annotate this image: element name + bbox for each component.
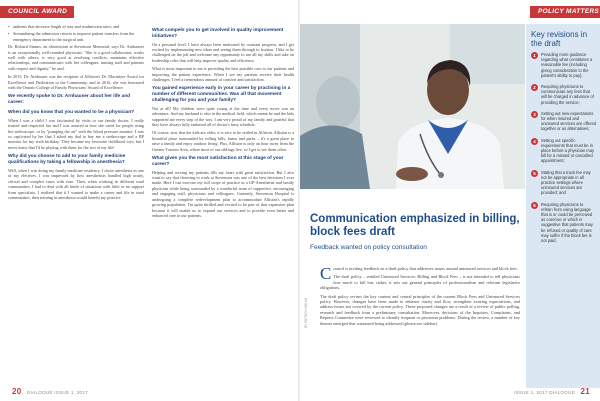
publication-name: ISSUE 1, 2017 DIALOGUE [514,390,575,395]
publication-name: DIALOGUE ISSUE 1, 2017 [27,390,88,395]
body-paragraph: In 2015, Dr. Arnhauser was the recipient of Alliston's Dr. Macintyre Award for Excellence and Dedication to the Community, and in 2016, she was honoured with the Ontario College of Family Physicians' Award of Excellence. [8,74,144,91]
qa-answer: Not at all! My children were quite young at the time and every move was an adventure. And my husband is also in the medical field, which meant he and the kids supported me every step of the way. I am very proud of my family and grateful that they have always fully endorsed all of doctor's busy schedule. [152,105,294,128]
doctor-patient-photo [300,24,525,189]
qa-question: What compels you to get involved in quality improvement initiatives? [152,28,284,39]
section-tag-left: COUNCIL AWARD [0,6,74,18]
sidebar-title: Key revisions in the draft [531,30,588,48]
sidebar-item [531,138,596,164]
article-body [320,266,520,329]
qa-question: You gained experience early in your career by practising in a number of different communities. Was all that movement challenging for you and your family? [152,86,291,104]
intro-bullet-list [8,24,144,42]
sidebar-number-badge: 5 [531,170,538,177]
drop-cap: C [320,264,332,283]
right-page [300,0,600,401]
sidebar-item-text: Setting out specific requirements that must be in place before a physician may bill for a missed or cancelled appointment; [541,137,595,164]
page-number: 20 [12,387,22,396]
body-text: ouncil is inviting feedback on a draft policy that addresses issues around uninsured services and block fees. [333,266,518,271]
page-number: 21 [580,387,590,396]
sidebar-item-text: Requiring physicians to refrain from using language that is or could be perceived as coercive or which is suggestive that patients may be refused or quality of care may suffer if the block fee is not paid. [541,201,593,244]
article-deck: Feedback wanted on policy consultation [310,244,427,251]
body-paragraph: The draft policy revises the key content and central principles of the current Block Fees and Uninsured Services policy. However, changes have been made to enhance clarity and flow, strengthen existing expectations, and address issues not covered by the current policy. These proposed changes are a result of a review of public polling, research and feedback from a preliminary consultation. Moreover, decisions of the Inquiries, Complaints, and Reports Committee were reviewed to identify frequent or persistent problems. During the review, a number of key themes emerged that warranted being addressed (please see sidebar). [320,293,520,326]
sidebar-item-text: Requiring physicians to communicate any fees that will be charged in advance of providing the service; [541,84,594,105]
intro-bullet: • anthems that decrease length of stay and readmission rates; and [8,24,144,29]
qa-question: We recently spoke to Dr. Arnhauser about her life and career: [8,94,131,106]
article-headline: Communication emphasized in billing, block fees draft [310,213,520,238]
qa-question: When did you know that you wanted to be a physician? [8,110,135,116]
sidebar-item [531,111,596,132]
qa-answer: What is most important to me is providing the best possible care to our patients and improving the patient experience. When I see my patients receive their health challenges, I feel a tremendous amount of comfort and satisfaction. [152,66,294,83]
qa-answer: On a personal level, I have always been motivated by constant progress, and I get excited by implementing new ideas and seeing them through to fruition. I like to be challenged on the job and welcome any opportunity to use all my skills and take on leadership roles that will help improve quality and efficiency. [152,41,294,63]
sidebar-item [531,84,596,105]
body-paragraph: The draft policy – entitled Uninsured Services: Billing and Block Fees – is not intended to tell physicians how much to bill but, rather, it sets out general principles of professionalism and relevant legislative obligations. [320,274,520,291]
sidebar-item-text: Setting out new expectations for when insured and uninsured services are offered together or as alternatives; [541,110,596,132]
sidebar-number-badge: 3 [531,111,538,118]
qa-answer: Well, when I was doing my family medicine residency, I chose anesthesia as one of my electives. I was impressed by how anesthetists handled high acuity, critical and complex cases with ease. Then, when working in different rural communities, I had to deal with all kinds of situations with little or no support from specialists. I realized that if I wanted to make a career and life in rural communities, then training in anesthesia would benefit my practice. [8,167,144,200]
sidebar-item [531,202,596,244]
qa-answer: Of course, now that the kids are older, it is nice to be settled in Alliston. Alliston is a beautiful place surrounded by rolling hills, farms and parks – it's a great place to raise a family and enjoy outdoor living. Plus, Alliston is only an hour away from the Greater Toronto Area, where most of our siblings live, so I get to see them often. [152,130,294,152]
sidebar-number-badge: 2 [531,84,538,91]
qa-answer: When I was a child I was fascinated by visits to our family doctor. I really trusted and respected her and I was assured at how she cared for people using her stethoscope, or by "pumping the air" with the blood pressure monitor. I was so captivated by her that I asked my dad to buy me a stethoscope and a BP monitor for my sixth birthday. They became my favourite childhood toys, but I never knew that I'd be playing with them for the rest of my life! [8,117,144,150]
left-column-2 [152,24,294,221]
page-folio-left [8,387,88,396]
intro-bullet: • Streamlining the admission criteria to improve patient transfers from the emergency department to the surgical unit. [8,31,144,42]
sidebar-item-text: Providing more guidance regarding what constitutes a reasonable fee (including giving consideration to the patient's ability to pay); [541,52,593,78]
sidebar-item [531,170,596,196]
sidebar-number-badge: 6 [531,202,538,209]
article-byline: BY PATRICK NOLAN [304,297,308,328]
qa-question: What gives you the most satisfaction at this stage of your career? [152,156,284,167]
body-paragraph: Dr. Richard Simms, an obstetrician at Stevenson Memorial, says Dr. Arnhauser is an exceptionally well-rounded physician. "She is a good collaborator, works well with others, is very good at resolving conflicts, maintains effective relationships, and communicates with her colleagues, nursing staff and patients with respect and dignity," he said. [8,44,144,71]
left-column-1 [8,24,144,203]
sidebar-number-badge: 4 [531,138,538,145]
sidebar-item [531,52,596,78]
section-tag-right: POLICY MATTERS [530,6,600,18]
key-revisions-sidebar [526,24,600,388]
sidebar-item-text: Stating that a track fee may not be appropriate in all practice settings where uninsured services are provided; and [541,169,591,196]
page-folio-right [514,387,594,396]
qa-question: Why did you choose to add to your family medicine qualifications by taking a fellowship in anesthesia? [8,154,126,166]
qa-answer: Helping and serving my patients fills my heart with great satisfaction. But I also want to say that choosing to work at Stevenson was one of the best decisions I ever made. Here I can exercise my full scope of practice as a GP-Anesthetist and family physician while being surrounded by a wonderful team of supportive, encouraging and engaging staff, physicians and colleagues. Currently, Stevenson Hospital is undergoing a complete redevelopment plan to accommodate Alliston's rapidly growing population. I'm quite thrilled and excited to be part of that expansion plan because it will enable us to expand our services and to provide even better and enhanced care to our patients. [152,169,294,218]
sidebar-number-badge: 1 [531,52,538,59]
